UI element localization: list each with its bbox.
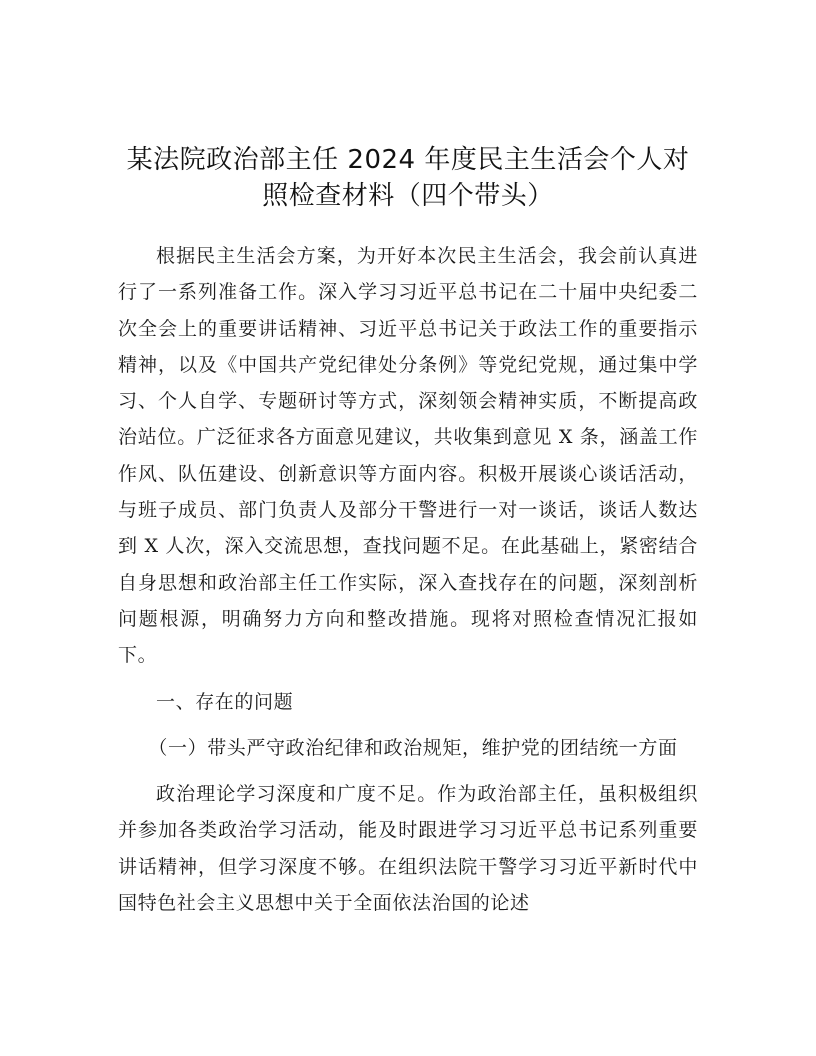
document-title	[118, 142, 698, 214]
title-line-2: 照检查材料（四个带头）	[262, 181, 554, 211]
section-heading-problems: 一、存在的问题	[156, 690, 294, 713]
intro-paragraph: 根据民主生活会方案，为开好本次民主生活会，我会前认真进行了一系列准备工作。深入学习习近平总书记在二十届中央纪委二次全会上的重要讲话精神、习近平总书记关于政法工作的重要指示精神，以及《中国共产党纪律处分条例》等党纪党规，通过集中学习、个人自学、专题研讨等方式，深刻领会精神实质，不断提高政治站位。广泛征求各方面意见建议，共收集到意见 X 条，涵盖工作作风、队伍建设、创新意识等方面内容。积极开展谈心谈话活动，与班子成员、部门负责人及部分干警进行一对一谈话，谈话人数达到 X 人次，深入交流思想，查找问题不足。在此基础上，紧密结合自身思想和政治部主任工作实际，深入查找存在的问题，深刻剖析问题根源，明确努力方向和整改措施。现将对照检查情况汇报如下。	[118, 245, 698, 667]
subsection-heading-political-discipline: （一）带头严守政治纪律和政治规矩，维护党的团结统一方面	[148, 736, 678, 759]
body-paragraph-theory-study: 政治理论学习深度和广度不足。作为政治部主任，虽积极组织并参加各类政治学习活动，能及时跟进学习习近平总书记系列重要讲话精神，但学习深度不够。在组织法院干警学习习近平新时代中国特色社会主义思想中关于全面依法治国的论述	[118, 783, 698, 915]
title-line-1: 某法院政治部主任 2024 年度民主生活会个人对	[126, 145, 690, 175]
